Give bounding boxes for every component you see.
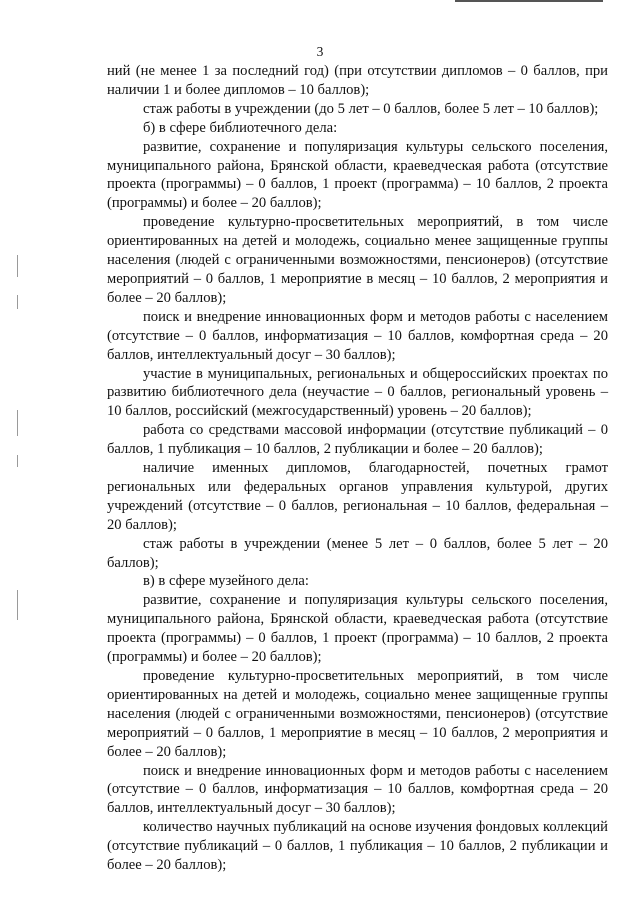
paragraph: проведение культурно-просветительных мероприятий, в том числе ориентированных на детей и молодежь, социально менее защищенные группы населения (людей с ограниченными возможностями, пенсионеров) (отсутствие мероприятий – 0 баллов, 1 мероприятие в месяц – 10 баллов, 2 мероприятия и более – 20 баллов); — [107, 214, 608, 306]
paragraph: ний (не менее 1 за последний год) (при отсутствии дипломов – 0 баллов, при наличии 1 и более дипломов – 10 баллов); — [107, 63, 608, 98]
paragraph: б) в сфере библиотечного дела: — [143, 119, 338, 136]
scan-edge-mark — [17, 590, 18, 620]
paragraph: проведение культурно-просветительных мероприятий, в том числе ориентированных на детей и молодежь, социально менее защищенные группы населения (людей с ограниченными возможностями, пенсионеров) (отсутствие мероприятий – 0 баллов, 1 мероприятие в месяц – 10 баллов, 2 мероприятия и более – 20 баллов); — [107, 668, 608, 760]
paragraph: стаж работы в учреждении (до 5 лет – 0 баллов, более 5 лет – 10 баллов); — [143, 100, 599, 117]
paragraph: стаж работы в учреждении (менее 5 лет – 0 баллов, более 5 лет – 20 баллов); — [107, 535, 608, 571]
paragraph: работа со средствами массовой информации (отсутствие публикаций – 0 баллов, 1 публикация – 10 баллов, 2 публикации и более – 20 баллов); — [107, 422, 608, 458]
document-body — [107, 62, 608, 875]
scan-edge-mark — [17, 455, 18, 467]
scan-edge-mark — [17, 295, 18, 309]
scan-edge-mark — [17, 255, 18, 277]
paragraph: участие в муниципальных, региональных и общероссийских проектах по развитию библиотечного дела (неучастие – 0 баллов, региональный уровень – 10 баллов, российский (межгосударственный) уровень – 20 баллов); — [107, 365, 608, 420]
page-number: 3 — [316, 44, 324, 59]
paragraph: развитие, сохранение и популяризация культуры сельского поселения, муниципального района, Брянской области, краеведческая работа (отсутствие проекта (программы) – 0 баллов, 1 проект (программа) – 10 баллов, 2 проекта (программы) и более – 20 баллов); — [107, 592, 608, 666]
top-scan-line — [455, 0, 603, 2]
paragraph: в) в сфере музейного дела: — [143, 573, 309, 590]
scan-edge-mark — [17, 410, 18, 436]
paragraph: развитие, сохранение и популяризация культуры сельского поселения, муниципального района, Брянской области, краеведческая работа (отсутствие проекта (программы) – 0 баллов, 1 проект (программа) – 10 баллов, 2 проекта (программы) и более – 20 баллов); — [107, 138, 608, 212]
paragraph: наличие именных дипломов, благодарностей, почетных грамот региональных или федеральных органов управления культурой, других учреждений (отсутствие – 0 баллов, региональная – 10 баллов, федеральная – 20 баллов); — [107, 460, 608, 533]
paragraph: поиск и внедрение инновационных форм и методов работы с населением (отсутствие – 0 баллов, информатизация – 10 баллов, комфортная среда – 20 баллов, интеллектуальный досуг – 30 баллов); — [107, 762, 608, 817]
paragraph: количество научных публикаций на основе изучения фондовых коллекций (отсутствие публикаций – 0 баллов, 1 публикация – 10 баллов, 2 публикации и более – 20 баллов); — [107, 819, 608, 874]
paragraph: поиск и внедрение инновационных форм и методов работы с населением (отсутствие – 0 баллов, информатизация – 10 баллов, комфортная среда – 20 баллов, интеллектуальный досуг – 30 баллов); — [107, 308, 608, 363]
